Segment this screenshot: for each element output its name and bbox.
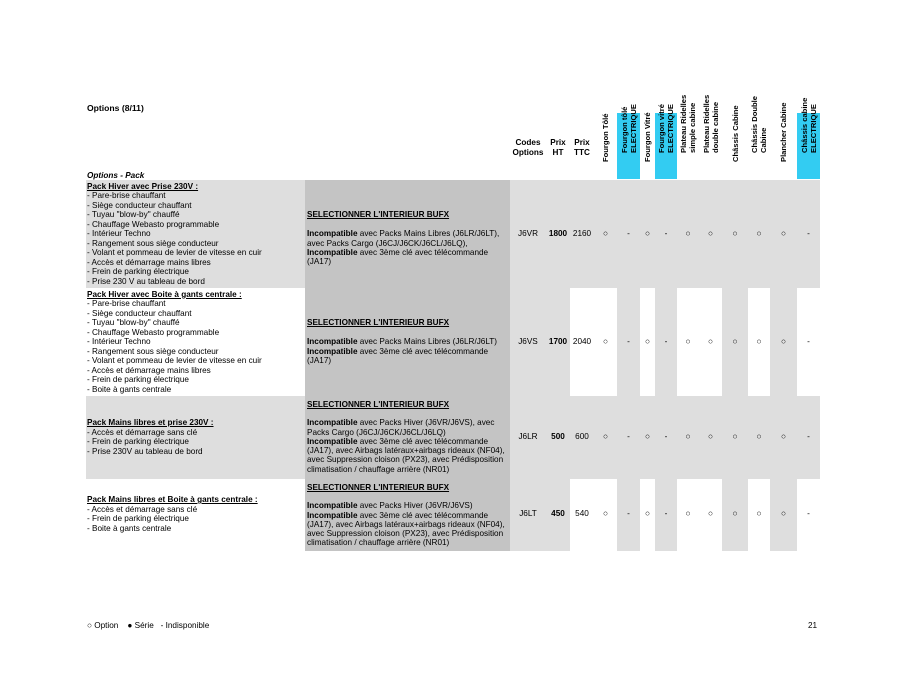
- note-line: [307, 418, 509, 437]
- option-mark: ○: [685, 509, 691, 518]
- pack-item: - Intérieur Techno: [87, 337, 151, 347]
- unavailable-mark: -: [807, 229, 810, 238]
- pack-item: - Accès et démarrage sans clé: [87, 427, 198, 437]
- pack-item: - Siège conducteur chauffant: [87, 308, 192, 318]
- note-text: avec Packs Hiver (J6VR/J6VS): [357, 501, 473, 511]
- unavailable-mark: -: [627, 229, 630, 238]
- option-mark: ○: [645, 509, 650, 518]
- column-header: [617, 104, 640, 179]
- option-mark: ○: [645, 229, 650, 238]
- note-heading: SELECTIONNER L'INTERIEUR BUFX: [307, 483, 450, 492]
- pack-item: - Boite à gants centrale: [87, 523, 172, 533]
- pack-description: [87, 290, 262, 395]
- header-prix-ht-line2: HT: [552, 148, 564, 157]
- option-mark: ○: [708, 509, 713, 518]
- note-heading: SELECTIONNER L'INTERIEUR BUFX: [307, 210, 450, 219]
- option-mark: ○: [756, 337, 762, 346]
- header-prix-ttc-line1: Prix: [574, 138, 590, 147]
- pack-title: Pack Mains libres et prise 230V :: [87, 418, 214, 427]
- note-keyword: Incompatible: [307, 346, 358, 356]
- note-line: [307, 248, 509, 267]
- column-header-label: Châssis cabine ELECTRIQUE: [799, 97, 818, 153]
- note-spacer: [307, 492, 509, 501]
- note-line: [307, 229, 509, 248]
- compatibility-note: [307, 400, 509, 474]
- option-mark: ○: [732, 337, 738, 346]
- column-header-label: Fourgon vitré ELECTRIQUE: [657, 104, 675, 153]
- column-header: [770, 102, 797, 179]
- option-code: J6VR: [517, 229, 539, 238]
- note-line: [307, 511, 509, 548]
- column-header: [677, 94, 699, 179]
- pack-item: - Pare-brise chauffant: [87, 299, 166, 309]
- unavailable-mark: -: [664, 509, 668, 518]
- header-codes-line1: Codes: [515, 138, 541, 147]
- note-text: avec 3ème clé avec télécommande (JA17): [307, 346, 489, 365]
- note-text: avec Packs Mains Libres (J6LR/J6LT), avec Packs Cargo (J6CJ/J6CK/J6CL/J6LQ),: [307, 229, 500, 248]
- unavailable-mark: -: [664, 432, 668, 441]
- unavailable-mark: -: [627, 509, 630, 518]
- pack-item: - Accès et démarrage mains libres: [87, 365, 211, 375]
- column-header: [748, 96, 770, 179]
- pack-description: [87, 495, 258, 533]
- column-header-label: Plateau Ridelles simple cabine: [679, 94, 697, 153]
- pack-item: - Rangement sous siège conducteur: [87, 346, 219, 356]
- note-line: [307, 337, 509, 346]
- note-spacer: [307, 409, 509, 418]
- compatibility-note: [307, 210, 509, 266]
- pack-item: - Rangement sous siège conducteur: [87, 238, 219, 248]
- column-header: [699, 94, 722, 179]
- note-spacer: [307, 219, 509, 229]
- prix-ht: 1700: [548, 337, 568, 346]
- option-mark: ○: [685, 337, 691, 346]
- note-keyword: Incompatible: [307, 418, 358, 428]
- pack-item: - Prise 230V au tableau de bord: [87, 446, 203, 456]
- option-code: J6LT: [519, 509, 537, 518]
- option-mark: ○: [781, 229, 786, 238]
- column-header-label: Fourgon Tôlé: [601, 113, 610, 162]
- option-mark: ○: [732, 509, 738, 518]
- note-keyword: Incompatible: [307, 247, 358, 257]
- option-mark: ○: [781, 337, 786, 346]
- pack-item: - Frein de parking électrique: [87, 437, 189, 446]
- note-line: [307, 501, 509, 510]
- pack-item: - Accès et démarrage mains libres: [87, 257, 211, 267]
- unavailable-mark: -: [807, 509, 810, 518]
- pack-title: Pack Hiver avec Prise 230V :: [87, 181, 199, 191]
- header-prix-ttc: [570, 138, 594, 158]
- option-mark: ○: [603, 337, 608, 346]
- note-spacer: [307, 327, 509, 337]
- option-mark: ○: [645, 432, 650, 441]
- option-code: J6VS: [518, 337, 538, 346]
- note-keyword: Incompatible: [307, 436, 358, 446]
- pack-description: [87, 418, 214, 456]
- column-header: [722, 105, 748, 179]
- page-number: 21: [808, 621, 818, 630]
- column-header: [594, 113, 617, 179]
- note-line: [307, 437, 509, 474]
- unavailable-mark: -: [627, 337, 630, 346]
- note-text: avec Packs Hiver (J6VR/J6VS), avec Packs Cargo (J6CJ/J6CK/J6CL/J6LQ): [307, 418, 495, 437]
- unavailable-mark: -: [807, 432, 810, 441]
- option-mark: ○: [781, 509, 786, 518]
- option-mark: ○: [708, 229, 713, 238]
- option-mark: ○: [685, 432, 691, 441]
- pack-item: - Tuyau "blow-by" chauffé: [87, 318, 180, 328]
- prix-ttc: 2040: [572, 337, 592, 346]
- note-text: avec 3ème clé avec télécommande (JA17): [307, 247, 489, 267]
- header-prix-ttc-line2: TTC: [574, 148, 590, 157]
- note-text: avec 3ème clé avec télécommande (JA17), avec Airbags latéraux+airbags rideaux (NF04), avec Suppression cloison (PX23), avec Prédisposition climatisation / chauffage arrière (NR01): [307, 436, 505, 474]
- option-mark: ○: [708, 337, 713, 346]
- unavailable-mark: -: [627, 432, 630, 441]
- note-line: [307, 347, 509, 366]
- prix-ht: 500: [551, 432, 565, 441]
- option-mark: ○: [685, 229, 691, 238]
- pack-item: - Tuyau "blow-by" chauffé: [87, 210, 180, 220]
- pack-title: Pack Mains libres et Boite à gants centrale :: [87, 495, 258, 504]
- option-mark: ○: [756, 432, 762, 441]
- pack-item: - Chauffage Webasto programmable: [87, 219, 220, 229]
- pack-item: - Intérieur Techno: [87, 229, 151, 239]
- option-mark: ○: [781, 432, 786, 441]
- option-mark: ○: [603, 432, 608, 441]
- column-header-label: Fourgon tôlé ELECTRIQUE: [619, 104, 638, 153]
- compatibility-note: [307, 318, 509, 365]
- pack-item: - Siège conducteur chauffant: [87, 200, 192, 210]
- column-header-label: Plancher Cabine: [779, 102, 788, 162]
- note-keyword: Incompatible: [307, 337, 358, 347]
- column-header-label: Châssis Double Cabine: [750, 96, 768, 153]
- note-text: avec 3ème clé avec télécommande (JA17), avec Airbags latéraux+airbags rideaux (NF04), avec Suppression cloison (PX23), avec Prédisposition climatisation / chauffage arrière (NR01): [307, 510, 505, 548]
- note-heading: SELECTIONNER L'INTERIEUR BUFX: [307, 400, 450, 409]
- unavailable-mark: -: [664, 337, 668, 346]
- note-keyword: Incompatible: [307, 229, 358, 239]
- option-mark: ○: [732, 229, 738, 238]
- column-header-label: Fourgon Vitré: [643, 112, 652, 162]
- note-heading: SELECTIONNER L'INTERIEUR BUFX: [307, 318, 450, 327]
- unavailable-mark: -: [664, 229, 668, 238]
- pack-item: - Frein de parking électrique: [87, 375, 189, 385]
- prix-ttc: 540: [575, 509, 589, 518]
- header-prix-ht: [546, 138, 570, 158]
- pack-item: - Boite à gants centrale: [87, 384, 172, 394]
- option-mark: ○: [756, 229, 762, 238]
- note-keyword: Incompatible: [307, 501, 358, 511]
- section-label: Options - Pack: [87, 171, 145, 180]
- option-code: J6LR: [518, 432, 538, 441]
- option-mark: ○: [603, 229, 608, 238]
- header-prix-ht-line1: Prix: [550, 138, 566, 147]
- column-header: [797, 97, 820, 179]
- header-codes-line2: Options: [512, 148, 544, 157]
- header-codes-options: [510, 138, 546, 158]
- compatibility-note: [307, 483, 509, 548]
- option-mark: ○: [756, 509, 762, 518]
- prix-ht: 1800: [548, 229, 568, 238]
- column-header: [640, 113, 655, 179]
- option-mark: ○: [645, 337, 650, 346]
- prix-ttc: 600: [575, 432, 589, 441]
- option-mark: ○: [708, 432, 713, 441]
- column-header-label: Châssis Cabine: [730, 105, 740, 162]
- unavailable-mark: -: [807, 337, 810, 346]
- pack-item: - Prise 230 V au tableau de bord: [87, 276, 205, 286]
- pack-description: [87, 182, 262, 287]
- page-title: Options (8/11): [87, 103, 144, 113]
- prix-ht: 450: [551, 509, 565, 518]
- pack-item: - Accès et démarrage sans clé: [87, 504, 198, 514]
- option-mark: ○: [603, 509, 608, 518]
- pack-title: Pack Hiver avec Boite à gants centrale :: [87, 289, 242, 299]
- option-mark: ○: [732, 432, 738, 441]
- pack-item: - Frein de parking électrique: [87, 267, 189, 277]
- pack-item: - Volant et pommeau de levier de vitesse en cuir: [87, 356, 262, 366]
- legend: ○ Option ● Série - Indisponible: [87, 621, 210, 630]
- pack-item: - Pare-brise chauffant: [87, 191, 166, 201]
- column-header: [655, 104, 677, 179]
- note-keyword: Incompatible: [307, 510, 358, 520]
- prix-ttc: 2160: [572, 229, 592, 238]
- pack-item: - Volant et pommeau de levier de vitesse en cuir: [87, 248, 262, 258]
- pack-item: - Chauffage Webasto programmable: [87, 327, 220, 337]
- pack-item: - Frein de parking électrique: [87, 514, 189, 523]
- column-header-label: Plateau Ridelles double cabine: [701, 94, 720, 153]
- note-text: avec Packs Mains Libres (J6LR/J6LT): [357, 337, 498, 347]
